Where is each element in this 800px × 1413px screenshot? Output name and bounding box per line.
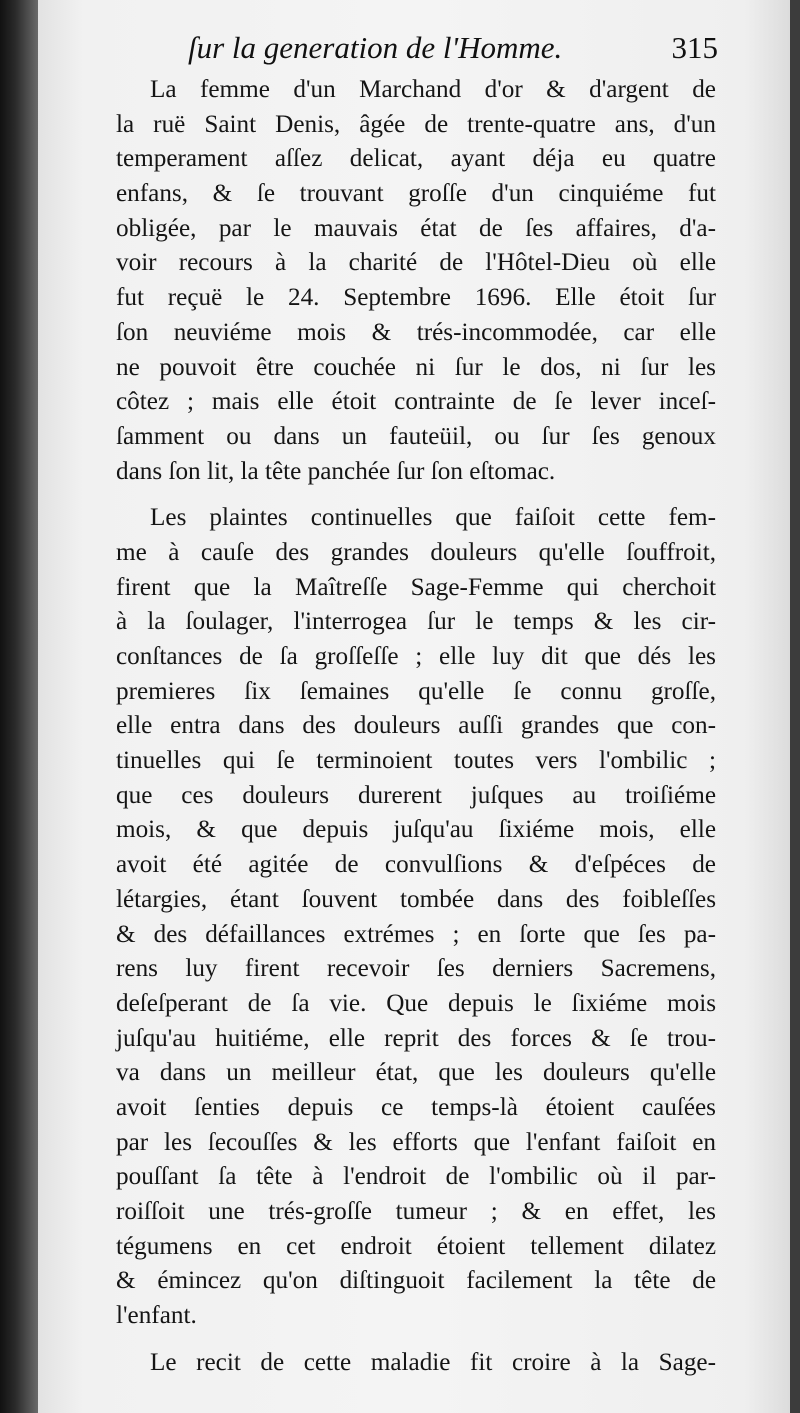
text-line: premieres ſix ſemaines qu'elle ſe connu groſſe, <box>116 677 716 705</box>
text-line: ſamment ou dans un fauteüil, ou ſur ſes genoux <box>116 422 716 450</box>
text-line: tinuelles qui ſe terminoient toutes vers l'ombilic ; <box>116 747 716 775</box>
text-line: la ruë Saint Denis, âgée de trente-quatre ans, d'un <box>116 110 716 138</box>
text-line: enfans, & ſe trouvant groſſe d'un cinquiéme fut <box>116 180 716 208</box>
text-line: à la ſoulager, l'interrogea ſur le temps & les cir- <box>116 608 716 636</box>
text-line: & émincez qu'on diſtinguoit facilement la tête de <box>116 1267 716 1295</box>
text-line: temperament aſſez delicat, ayant déja eu quatre <box>116 145 716 173</box>
text-line: côtez ; mais elle étoit contrainte de ſe lever inceſ- <box>116 388 716 416</box>
book-page <box>38 0 790 1413</box>
text-line: elle entra dans des douleurs auſſi grandes que con- <box>116 712 716 740</box>
text-line: fut reçuë le 24. Septembre 1696. Elle étoit ſur <box>116 284 716 312</box>
text-line: va dans un meilleur état, que les douleurs qu'elle <box>116 1059 716 1087</box>
text-line: pouſſant ſa tête à l'endroit de l'ombilic où il par- <box>116 1163 716 1191</box>
text-line: La femme d'un Marchand d'or & d'argent de <box>150 76 716 103</box>
text-line: par les ſecouſſes & les efforts que l'enfant faiſoit en <box>116 1128 716 1156</box>
text-line: roiſſoit une trés-groſſe tumeur ; & en effet, les <box>116 1198 716 1225</box>
text-line: rens luy firent recevoir ſes derniers Sacremens, <box>116 955 716 983</box>
text-line: juſqu'au huitiéme, elle reprit des forces & ſe trou- <box>116 1024 716 1052</box>
book-gutter-shadow <box>0 0 38 1413</box>
paragraph-1 <box>116 73 716 489</box>
text-line: & des défaillances extrémes ; en ſorte que ſes pa- <box>116 920 716 948</box>
text-line: avoit ſenties depuis ce temps-là étoient cauſées <box>116 1093 716 1121</box>
page-header <box>158 30 718 74</box>
paragraph-gap <box>116 1334 716 1346</box>
text-line: l'enfant. <box>116 1302 197 1330</box>
text-line: me à cauſe des grandes douleurs qu'elle ſouffroit, <box>116 538 716 566</box>
text-line: ne pouvoit être couchée ni ſur le dos, ni ſur les <box>116 353 716 381</box>
text-line: que ces douleurs durerent juſques au troiſiéme <box>116 781 716 809</box>
text-line: conſtances de ſa groſſeſſe ; elle luy dit que dés les <box>116 643 716 670</box>
text-line: létargies, étant ſouvent tombée dans des foibleſſes <box>116 885 716 913</box>
text-line: dans ſon lit, la tête panchée ſur ſon eſtomac. <box>116 457 556 485</box>
text-line: Le recit de cette maladie fit croire à la Sage- <box>150 1348 716 1376</box>
text-line: obligée, par le mauvais état de ſes affaires, d'a- <box>116 214 716 242</box>
running-title: ſur la generation de l'Homme. <box>188 30 563 65</box>
text-line: voir recours à la charité de l'Hôtel-Dieu où elle <box>116 249 716 277</box>
paragraph-2 <box>116 501 716 1334</box>
text-line: Les plaintes continuelles que faiſoit cette fem- <box>150 504 716 532</box>
text-line: deſeſperant de ſa vie. Que depuis le ſixiéme mois <box>116 989 716 1017</box>
text-line: tégumens en cet endroit étoient tellement dilatez <box>116 1232 716 1260</box>
text-line: avoit été agitée de convulſions & d'eſpéces de <box>116 851 716 879</box>
text-line: firent que la Maîtreſſe Sage-Femme qui cherchoit <box>116 573 716 601</box>
paragraph-gap <box>116 489 716 501</box>
paragraph-3 <box>116 1346 716 1381</box>
text-line: ſon neuviéme mois & trés-incommodée, car elle <box>116 318 716 346</box>
text-line: mois, & que depuis juſqu'au ſixiéme mois, elle <box>116 816 716 844</box>
page-number: 315 <box>671 30 718 65</box>
body-text <box>116 73 716 1380</box>
